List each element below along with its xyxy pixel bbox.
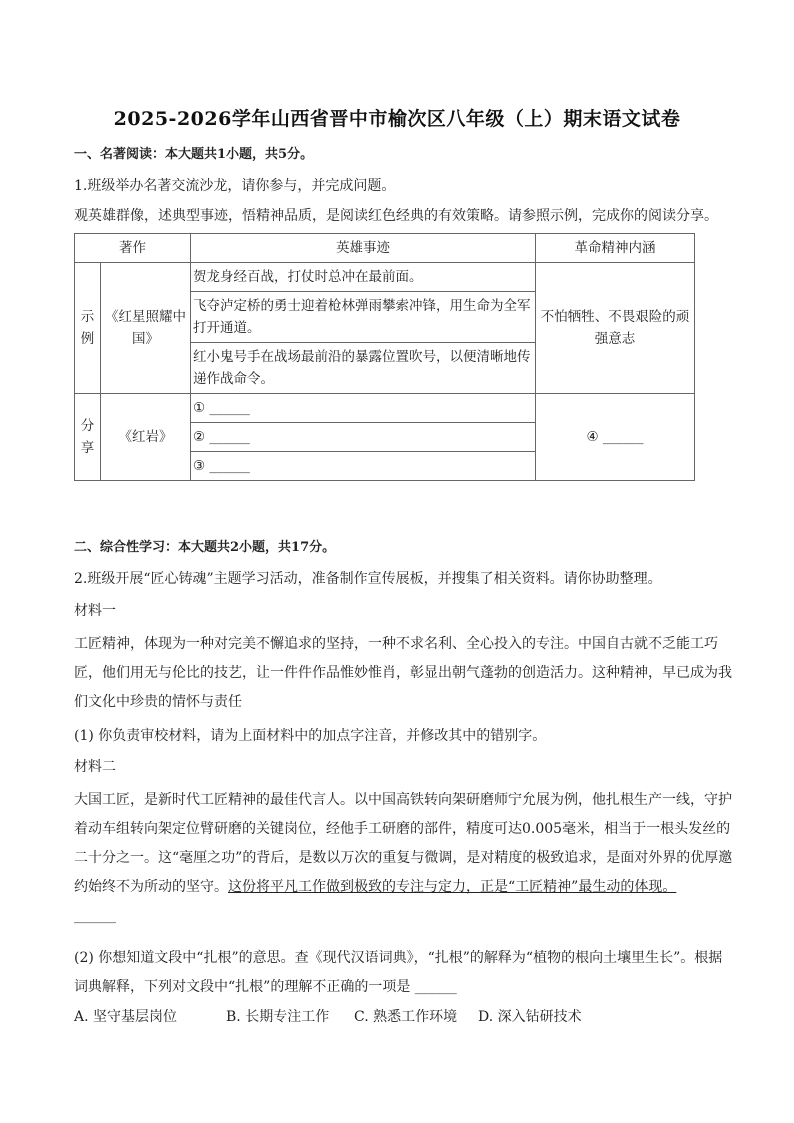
header-spirit: 革命精神内涵 (536, 234, 695, 263)
example-deed-2: 飞夺泸定桥的勇士迎着枪林弹雨攀索冲锋，用生命为全军打开通道。 (191, 292, 536, 343)
option-c[interactable]: C. 熟悉工作环境 (354, 1009, 458, 1025)
example-label: 示例 (75, 263, 101, 394)
share-label: 分享 (75, 394, 101, 481)
header-deeds: 英雄事迹 (191, 234, 536, 263)
options-row (74, 1007, 734, 1027)
material-1-title: 材料一 (74, 603, 116, 619)
share-spirit-blank[interactable]: ④ ______ (536, 394, 695, 481)
option-b[interactable]: B. 长期专注工作 (226, 1009, 330, 1025)
example-deed-3: 红小鬼号手在战场最前沿的暴露位置吹号，以便清晰地传递作战命令。 (191, 343, 536, 394)
material-1-text: 工匠精神，体现为一种对完美不懈追求的坚持，一种不求名利、全心投入的专注。中国自古就不乏能工巧匠，他们用无与伦比的技艺，让一件件作品惟妙惟肖，彰显出朝气蓬勃的创造活力。这种精神，早已成为我们文化中珍贵的情怀与责任 (74, 636, 732, 710)
material-2-text (74, 786, 734, 931)
share-book: 《红岩》 (101, 394, 191, 481)
exam-title: 2025-2026学年山西省晋中市榆次区八年级（上）期末语文试卷 (113, 108, 681, 130)
example-deed-1: 贺龙身经百战，打仗时总冲在最前面。 (191, 263, 536, 292)
material-2-underlined-sentence: 这份将平凡工作做到极致的专注与定力，正是“工匠精神”最生动的体现。 (228, 879, 677, 895)
option-d[interactable]: D. 深入钻研技术 (478, 1009, 582, 1025)
section-1-heading: 一、名著阅读：本大题共1小题，共5分。 (74, 147, 314, 162)
share-deed-2-blank[interactable]: ② ______ (191, 423, 536, 452)
example-book: 《红星照耀中国》 (101, 263, 191, 394)
reading-share-table (74, 233, 695, 481)
material-2-title: 材料二 (74, 759, 116, 775)
q1-intro: 观英雄群像，述典型事迹，悟精神品质，是阅读红色经典的有效策略。请参照示例，完成你的阅读分享。 (74, 208, 718, 224)
q1-stem: 1.班级举办名著交流沙龙，请你参与，并完成问题。 (74, 178, 396, 194)
section-2-heading: 二、综合性学习：本大题共2小题，共17分。 (74, 540, 336, 555)
share-deed-3-blank[interactable]: ③ ______ (191, 452, 536, 481)
q2-stem: 2.班级开展“匠心铸魂”主题学习活动，准备制作宣传展板，并搜集了相关资料。请你协助整理。 (74, 571, 662, 587)
material-2-body: 大国工匠，是新时代工匠精神的最佳代言人。以中国高铁转向架研磨师宁允展为例，他扎根生产一线，守护着动车组转向架定位臂研磨的关键岗位，经他手工研磨的部件，精度可达0.005毫米，相当于一根头发丝的二十分之一。这“毫厘之功”的背后，是数以万次的重复与微调，是对精度的极致追求，是面对外界的优厚邀约始终不为所动的坚守。 (74, 792, 733, 895)
option-a[interactable]: A. 坚守基层岗位 (74, 1009, 178, 1025)
example-spirit: 不怕牺牲、不畏艰险的顽强意志 (536, 263, 695, 394)
share-deed-1-blank[interactable]: ① ______ (191, 394, 536, 423)
q2-sub1: (1) 你负责审校材料，请为上面材料中的加点字注音，并修改其中的错别字。 (74, 728, 547, 744)
header-book: 著作 (75, 234, 191, 263)
q2-sub2: (2) 你想知道文段中“扎根”的意思。查《现代汉语词典》，“扎根”的解释为“植物的根向土壤里生长”。根据词典解释，下列对文段中“扎根”的理解不正确的一项是 ______ (74, 950, 723, 995)
material-2-answer-blank[interactable]: ______ (74, 908, 116, 924)
